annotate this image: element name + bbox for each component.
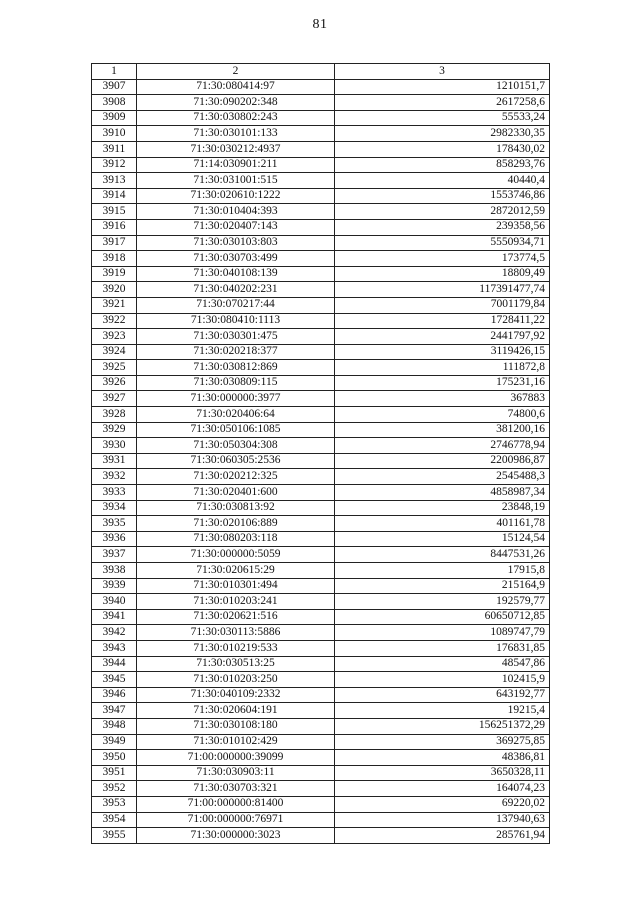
table-row	[92, 469, 550, 485]
row-number-cell: 3950	[92, 750, 137, 766]
value-cell: 381200,16	[335, 422, 550, 438]
value-cell: 55533,24	[335, 110, 550, 126]
cadastral-number-cell: 71:30:030513:25	[137, 656, 335, 672]
cadastral-number-cell: 71:30:020401:600	[137, 485, 335, 501]
row-number-cell: 3911	[92, 141, 137, 157]
row-number-cell: 3932	[92, 469, 137, 485]
value-cell: 111872,8	[335, 360, 550, 376]
cadastral-number-cell: 71:30:060305:2536	[137, 453, 335, 469]
row-number-cell: 3948	[92, 718, 137, 734]
table-row	[92, 126, 550, 142]
value-cell: 2200986,87	[335, 453, 550, 469]
cadastral-number-cell: 71:14:030901:211	[137, 157, 335, 173]
table-header-row	[92, 64, 550, 80]
row-number-cell: 3931	[92, 453, 137, 469]
row-number-cell: 3925	[92, 360, 137, 376]
table-row	[92, 282, 550, 298]
row-number-cell: 3936	[92, 531, 137, 547]
row-number-cell: 3934	[92, 500, 137, 516]
table-row	[92, 344, 550, 360]
value-cell: 164074,23	[335, 781, 550, 797]
row-number-cell: 3915	[92, 204, 137, 220]
cadastral-number-cell: 71:30:040108:139	[137, 266, 335, 282]
row-number-cell: 3916	[92, 219, 137, 235]
row-number-cell: 3951	[92, 765, 137, 781]
table-row	[92, 422, 550, 438]
row-number-cell: 3938	[92, 563, 137, 579]
table-row	[92, 718, 550, 734]
value-cell: 60650712,85	[335, 609, 550, 625]
table-row	[92, 204, 550, 220]
column-header-3: 3	[335, 64, 550, 80]
table-row	[92, 594, 550, 610]
row-number-cell: 3922	[92, 313, 137, 329]
cadastral-number-cell: 71:30:000000:3023	[137, 828, 335, 844]
cadastral-number-cell: 71:30:030301:475	[137, 329, 335, 345]
value-cell: 2746778,94	[335, 438, 550, 454]
value-cell: 74800,6	[335, 407, 550, 423]
value-cell: 7001179,84	[335, 297, 550, 313]
table-row	[92, 734, 550, 750]
value-cell: 192579,77	[335, 594, 550, 610]
row-number-cell: 3926	[92, 375, 137, 391]
column-header-1: 1	[92, 64, 137, 80]
table-row	[92, 375, 550, 391]
row-number-cell: 3910	[92, 126, 137, 142]
table-row	[92, 219, 550, 235]
cadastral-number-cell: 71:30:030103:803	[137, 235, 335, 251]
cadastral-number-cell: 71:30:000000:3977	[137, 391, 335, 407]
cadastral-number-cell: 71:30:030212:4937	[137, 141, 335, 157]
cadastral-number-cell: 71:30:070217:44	[137, 297, 335, 313]
table-row	[92, 516, 550, 532]
value-cell: 2872012,59	[335, 204, 550, 220]
row-number-cell: 3917	[92, 235, 137, 251]
value-cell: 3119426,15	[335, 344, 550, 360]
row-number-cell: 3928	[92, 407, 137, 423]
value-cell: 48547,86	[335, 656, 550, 672]
value-cell: 69220,02	[335, 796, 550, 812]
cadastral-number-cell: 71:30:031001:515	[137, 173, 335, 189]
cadastral-number-cell: 71:30:030809:115	[137, 375, 335, 391]
table-row	[92, 141, 550, 157]
table-row	[92, 391, 550, 407]
table-row	[92, 703, 550, 719]
row-number-cell: 3924	[92, 344, 137, 360]
cadastral-number-cell: 71:30:020106:889	[137, 516, 335, 532]
table-row	[92, 188, 550, 204]
value-cell: 367883	[335, 391, 550, 407]
table-row	[92, 531, 550, 547]
row-number-cell: 3943	[92, 640, 137, 656]
cadastral-number-cell: 71:30:000000:5059	[137, 547, 335, 563]
value-cell: 2982330,35	[335, 126, 550, 142]
value-cell: 1210151,7	[335, 79, 550, 95]
value-cell: 40440,4	[335, 173, 550, 189]
cadastral-number-cell: 71:30:090202:348	[137, 95, 335, 111]
row-number-cell: 3909	[92, 110, 137, 126]
cadastral-number-cell: 71:30:040109:2332	[137, 687, 335, 703]
table-row	[92, 266, 550, 282]
row-number-cell: 3912	[92, 157, 137, 173]
cadastral-number-cell: 71:30:040202:231	[137, 282, 335, 298]
table-row	[92, 656, 550, 672]
cadastral-number-cell: 71:30:020621:516	[137, 609, 335, 625]
cadastral-number-cell: 71:30:030802:243	[137, 110, 335, 126]
value-cell: 215164,9	[335, 578, 550, 594]
row-number-cell: 3952	[92, 781, 137, 797]
cadastral-number-cell: 71:30:080203:118	[137, 531, 335, 547]
row-number-cell: 3927	[92, 391, 137, 407]
cadastral-number-cell: 71:30:030813:92	[137, 500, 335, 516]
cadastral-number-cell: 71:30:010203:241	[137, 594, 335, 610]
value-cell: 4858987,34	[335, 485, 550, 501]
cadastral-number-cell: 71:30:080410:1113	[137, 313, 335, 329]
table-row	[92, 235, 550, 251]
value-cell: 1553746,86	[335, 188, 550, 204]
row-number-cell: 3941	[92, 609, 137, 625]
row-number-cell: 3933	[92, 485, 137, 501]
value-cell: 643192,77	[335, 687, 550, 703]
table-row	[92, 297, 550, 313]
value-cell: 23848,19	[335, 500, 550, 516]
cadastral-number-cell: 71:30:020615:29	[137, 563, 335, 579]
table-row	[92, 796, 550, 812]
value-cell: 5550934,71	[335, 235, 550, 251]
table-row	[92, 360, 550, 376]
row-number-cell: 3954	[92, 812, 137, 828]
cadastral-number-cell: 71:30:020406:64	[137, 407, 335, 423]
row-number-cell: 3919	[92, 266, 137, 282]
cadastral-number-cell: 71:30:010102:429	[137, 734, 335, 750]
table-body	[92, 79, 550, 843]
table-row	[92, 438, 550, 454]
row-number-cell: 3940	[92, 594, 137, 610]
table-row	[92, 672, 550, 688]
value-cell: 176831,85	[335, 640, 550, 656]
cadastral-number-cell: 71:30:030101:133	[137, 126, 335, 142]
cadastral-number-cell: 71:30:030812:869	[137, 360, 335, 376]
row-number-cell: 3953	[92, 796, 137, 812]
table-row	[92, 547, 550, 563]
row-number-cell: 3949	[92, 734, 137, 750]
row-number-cell: 3908	[92, 95, 137, 111]
cadastral-number-cell: 71:30:030113:5886	[137, 625, 335, 641]
table-row	[92, 453, 550, 469]
row-number-cell: 3947	[92, 703, 137, 719]
value-cell: 17915,8	[335, 563, 550, 579]
table-row	[92, 750, 550, 766]
value-cell: 18809,49	[335, 266, 550, 282]
table-row	[92, 329, 550, 345]
table-row	[92, 609, 550, 625]
cadastral-number-cell: 71:00:000000:81400	[137, 796, 335, 812]
cadastral-number-cell: 71:30:020407:143	[137, 219, 335, 235]
value-cell: 2617258,6	[335, 95, 550, 111]
value-cell: 175231,16	[335, 375, 550, 391]
cadastral-number-cell: 71:00:000000:76971	[137, 812, 335, 828]
table-row	[92, 578, 550, 594]
value-cell: 1728411,22	[335, 313, 550, 329]
cadastral-number-cell: 71:30:010301:494	[137, 578, 335, 594]
table-row	[92, 640, 550, 656]
value-cell: 156251372,29	[335, 718, 550, 734]
row-number-cell: 3946	[92, 687, 137, 703]
value-cell: 15124,54	[335, 531, 550, 547]
row-number-cell: 3921	[92, 297, 137, 313]
value-cell: 3650328,11	[335, 765, 550, 781]
value-cell: 117391477,74	[335, 282, 550, 298]
cadastral-number-cell: 71:30:020218:377	[137, 344, 335, 360]
row-number-cell: 3945	[92, 672, 137, 688]
value-cell: 285761,94	[335, 828, 550, 844]
cadastral-number-cell: 71:30:050304:308	[137, 438, 335, 454]
row-number-cell: 3939	[92, 578, 137, 594]
cadastral-number-cell: 71:30:010404:393	[137, 204, 335, 220]
value-cell: 369275,85	[335, 734, 550, 750]
table-row	[92, 407, 550, 423]
table-row	[92, 485, 550, 501]
cadastral-number-cell: 71:30:020610:1222	[137, 188, 335, 204]
table-row	[92, 313, 550, 329]
value-cell: 401161,78	[335, 516, 550, 532]
cadastral-number-cell: 71:30:010203:250	[137, 672, 335, 688]
value-cell: 48386,81	[335, 750, 550, 766]
value-cell: 8447531,26	[335, 547, 550, 563]
table-row	[92, 110, 550, 126]
value-cell: 1089747,79	[335, 625, 550, 641]
cadastral-number-cell: 71:30:030703:321	[137, 781, 335, 797]
value-cell: 178430,02	[335, 141, 550, 157]
table-row	[92, 79, 550, 95]
cadastral-value-table	[91, 63, 550, 844]
row-number-cell: 3942	[92, 625, 137, 641]
column-header-2: 2	[137, 64, 335, 80]
cadastral-number-cell: 71:30:080414:97	[137, 79, 335, 95]
table-row	[92, 812, 550, 828]
cadastral-number-cell: 71:30:020212:325	[137, 469, 335, 485]
cadastral-number-cell: 71:30:050106:1085	[137, 422, 335, 438]
value-cell: 137940,63	[335, 812, 550, 828]
cadastral-number-cell: 71:30:010219:533	[137, 640, 335, 656]
row-number-cell: 3929	[92, 422, 137, 438]
table-row	[92, 687, 550, 703]
table-row	[92, 828, 550, 844]
table-row	[92, 173, 550, 189]
cadastral-number-cell: 71:30:020604:191	[137, 703, 335, 719]
table-row	[92, 563, 550, 579]
row-number-cell: 3913	[92, 173, 137, 189]
table-row	[92, 625, 550, 641]
row-number-cell: 3935	[92, 516, 137, 532]
table-row	[92, 765, 550, 781]
row-number-cell: 3944	[92, 656, 137, 672]
table-row	[92, 781, 550, 797]
row-number-cell: 3937	[92, 547, 137, 563]
cadastral-number-cell: 71:30:030703:499	[137, 251, 335, 267]
row-number-cell: 3920	[92, 282, 137, 298]
page-number: 81	[312, 17, 328, 32]
row-number-cell: 3930	[92, 438, 137, 454]
row-number-cell: 3955	[92, 828, 137, 844]
row-number-cell: 3914	[92, 188, 137, 204]
cadastral-number-cell: 71:30:030903:11	[137, 765, 335, 781]
table-row	[92, 251, 550, 267]
value-cell: 2545488,3	[335, 469, 550, 485]
value-cell: 858293,76	[335, 157, 550, 173]
table-row	[92, 95, 550, 111]
row-number-cell: 3918	[92, 251, 137, 267]
cadastral-number-cell: 71:30:030108:180	[137, 718, 335, 734]
value-cell: 2441797,92	[335, 329, 550, 345]
value-cell: 19215,4	[335, 703, 550, 719]
table-row	[92, 157, 550, 173]
row-number-cell: 3907	[92, 79, 137, 95]
value-cell: 173774,5	[335, 251, 550, 267]
value-cell: 239358,56	[335, 219, 550, 235]
value-cell: 102415,9	[335, 672, 550, 688]
cadastral-number-cell: 71:00:000000:39099	[137, 750, 335, 766]
table-row	[92, 500, 550, 516]
row-number-cell: 3923	[92, 329, 137, 345]
